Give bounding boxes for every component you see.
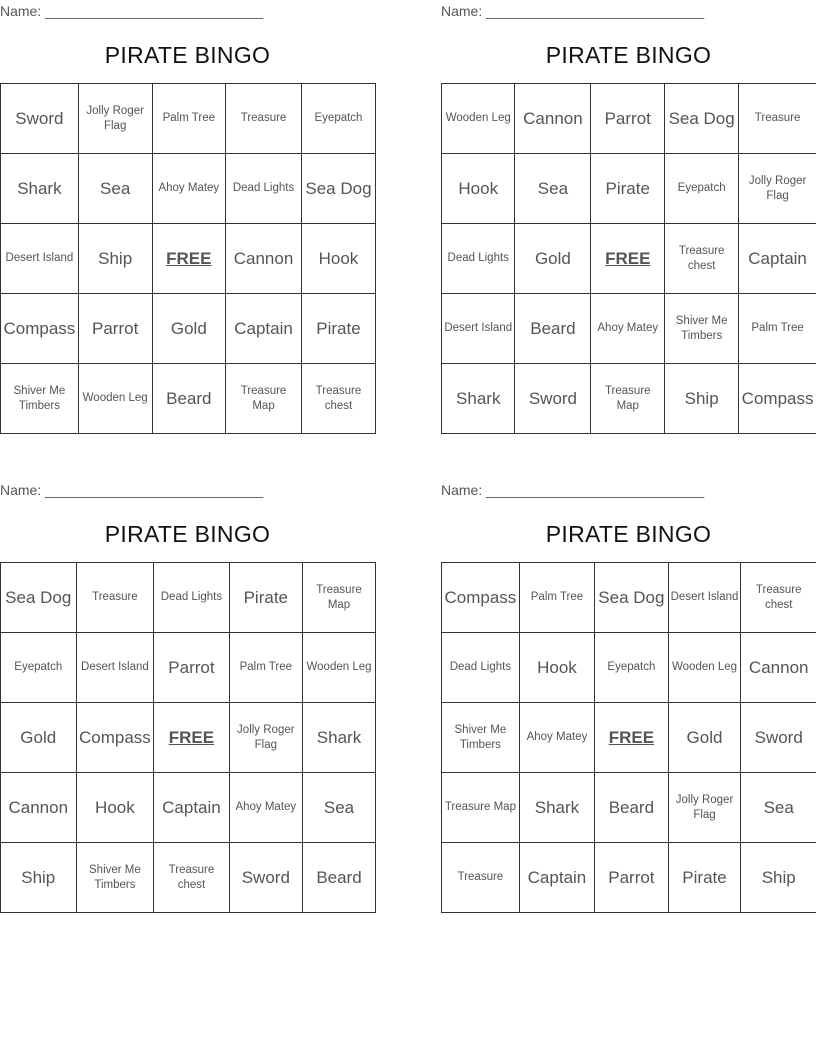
free-space: FREE [154,703,229,773]
bingo-cell: Ship [78,224,152,294]
bingo-cell: Desert Island [1,224,79,294]
bingo-cell: Ahoy Matey [152,154,226,224]
bingo-cell: Treasure chest [665,224,739,294]
bingo-cell: Hook [442,154,515,224]
bingo-cell: Shiver Me Timbers [665,294,739,364]
bingo-cell: Sea Dog [301,154,375,224]
bingo-row [442,364,816,434]
bingo-cell: Ship [1,843,77,913]
bingo-cell: Shark [1,154,79,224]
bingo-cell: Captain [739,224,816,294]
bingo-cell: Gold [668,703,741,773]
bingo-cell: Dead Lights [226,154,302,224]
bingo-cell: Jolly Roger Flag [229,703,302,773]
bingo-cell: Sea [303,773,376,843]
bingo-card-2 [441,0,816,432]
bingo-cell: Jolly Roger Flag [739,154,816,224]
bingo-cell: Treasure chest [301,364,375,434]
bingo-cell: Sea Dog [595,563,668,633]
bingo-cell: Ahoy Matey [229,773,302,843]
bingo-row [442,563,816,633]
bingo-cell: Beard [515,294,591,364]
bingo-row [442,773,816,843]
bingo-cell: Sea [78,154,152,224]
bingo-cell: Desert Island [442,294,515,364]
bingo-cell: Sea Dog [1,563,77,633]
bingo-cell: Cannon [1,773,77,843]
bingo-row [1,294,376,364]
bingo-row [442,84,816,154]
free-space: FREE [591,224,665,294]
bingo-cell: Treasure chest [154,843,229,913]
bingo-cell: Wooden Leg [303,633,376,703]
bingo-cell: Gold [152,294,226,364]
bingo-row [1,154,376,224]
bingo-cell: Captain [226,294,302,364]
card-title: PIRATE BINGO [104,42,271,68]
bingo-cell: Eyepatch [665,154,739,224]
bingo-cell: Cannon [741,633,816,703]
bingo-cell: Captain [154,773,229,843]
bingo-cell: Desert Island [668,563,741,633]
bingo-cell: Jolly Roger Flag [78,84,152,154]
bingo-cell: Treasure [226,84,302,154]
bingo-cell: Shark [519,773,594,843]
bingo-cell: Parrot [154,633,229,703]
bingo-row [1,84,376,154]
bingo-cell: Pirate [591,154,665,224]
bingo-cell: Parrot [78,294,152,364]
bingo-cell: Gold [515,224,591,294]
bingo-cell: Beard [303,843,376,913]
bingo-row [442,154,816,224]
bingo-cell: Hook [301,224,375,294]
bingo-row [442,633,816,703]
bingo-cell: Treasure Map [442,773,520,843]
bingo-cell: Ahoy Matey [591,294,665,364]
bingo-cell: Compass [1,294,79,364]
card-title: PIRATE BINGO [545,42,712,68]
bingo-cell: Wooden Leg [442,84,515,154]
bingo-row [1,224,376,294]
bingo-cell: Beard [595,773,668,843]
bingo-cell: Dead Lights [442,224,515,294]
bingo-cell: Captain [519,843,594,913]
bingo-row [1,773,376,843]
bingo-card-3 [0,479,376,911]
bingo-cell: Sword [1,84,79,154]
bingo-cell: Wooden Leg [78,364,152,434]
bingo-grid [0,562,376,913]
bingo-cell: Hook [76,773,154,843]
bingo-cell: Dead Lights [154,563,229,633]
bingo-card-4 [441,479,816,911]
bingo-row [1,633,376,703]
bingo-row [442,294,816,364]
name-field: Name: ____________________________ [0,3,264,19]
bingo-row [1,364,376,434]
name-field: Name: ____________________________ [441,482,705,498]
bingo-cell: Shark [303,703,376,773]
bingo-cell: Wooden Leg [668,633,741,703]
name-field: Name: ____________________________ [441,3,705,19]
bingo-cell: Cannon [226,224,302,294]
bingo-grid [441,562,816,913]
card-title: PIRATE BINGO [545,521,712,547]
bingo-cell: Treasure Map [303,563,376,633]
bingo-cell: Treasure [442,843,520,913]
bingo-cell: Ship [741,843,816,913]
bingo-cell: Compass [76,703,154,773]
bingo-cell: Pirate [668,843,741,913]
bingo-cell: Eyepatch [301,84,375,154]
bingo-cell: Palm Tree [229,633,302,703]
bingo-cell: Palm Tree [739,294,816,364]
bingo-cell: Desert Island [76,633,154,703]
bingo-cell: Jolly Roger Flag [668,773,741,843]
bingo-cell: Treasure [76,563,154,633]
bingo-cell: Palm Tree [152,84,226,154]
bingo-cell: Sword [515,364,591,434]
bingo-row [442,703,816,773]
bingo-cell: Shiver Me Timbers [76,843,154,913]
bingo-row [1,843,376,913]
bingo-cell: Pirate [301,294,375,364]
bingo-cell: Shiver Me Timbers [1,364,79,434]
bingo-cell: Cannon [515,84,591,154]
bingo-cell: Sword [229,843,302,913]
bingo-cell: Ahoy Matey [519,703,594,773]
bingo-cell: Sea Dog [665,84,739,154]
bingo-row [442,224,816,294]
bingo-cell: Treasure Map [226,364,302,434]
bingo-cell: Eyepatch [1,633,77,703]
bingo-cell: Parrot [591,84,665,154]
bingo-cell: Shiver Me Timbers [442,703,520,773]
bingo-cell: Sword [741,703,816,773]
bingo-cell: Sea [515,154,591,224]
bingo-row [1,703,376,773]
bingo-cell: Palm Tree [519,563,594,633]
card-title: PIRATE BINGO [104,521,271,547]
bingo-cell: Gold [1,703,77,773]
name-field: Name: ____________________________ [0,482,264,498]
bingo-cell: Compass [739,364,816,434]
bingo-grid [441,83,816,434]
bingo-card-1 [0,0,376,432]
bingo-cell: Eyepatch [595,633,668,703]
free-space: FREE [595,703,668,773]
bingo-cell: Ship [665,364,739,434]
bingo-cell: Shark [442,364,515,434]
bingo-grid [0,83,376,434]
bingo-row [1,563,376,633]
bingo-cell: Compass [442,563,520,633]
bingo-cell: Pirate [229,563,302,633]
free-space: FREE [152,224,226,294]
bingo-cell: Sea [741,773,816,843]
bingo-cell: Treasure chest [741,563,816,633]
bingo-row [442,843,816,913]
bingo-cell: Treasure [739,84,816,154]
bingo-cell: Beard [152,364,226,434]
bingo-cell: Treasure Map [591,364,665,434]
bingo-cell: Hook [519,633,594,703]
bingo-cell: Parrot [595,843,668,913]
bingo-cell: Dead Lights [442,633,520,703]
